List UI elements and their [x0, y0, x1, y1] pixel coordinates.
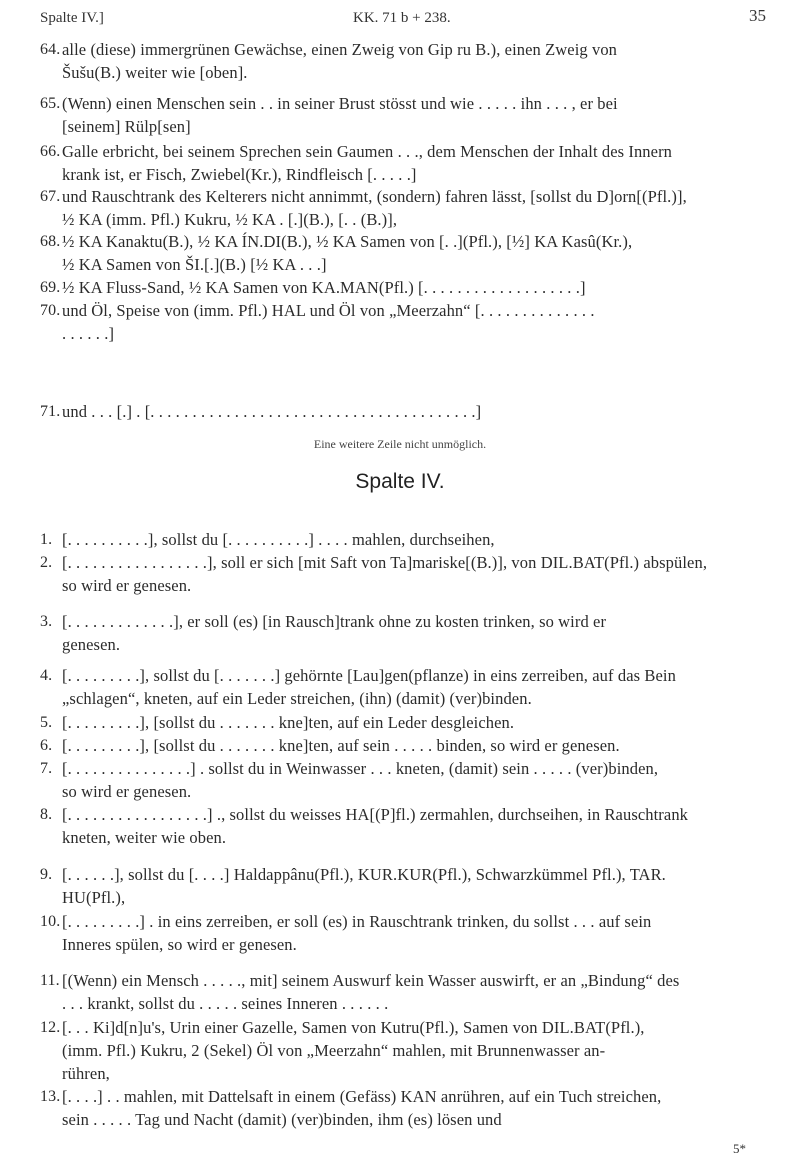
entry-line: ½ KA (imm. Pfl.) Kukru, ½ KA . [.](B.), [. . (B.)], [62, 210, 398, 229]
entry-line: (Wenn) einen Menschen sein . . in seiner Brust stösst und wie . . . . . ihn . . . , er bei [62, 94, 618, 113]
entry-number: 3. [40, 613, 53, 630]
entry-line: [. . . . . . . . .], [sollst du . . . . . . . kne]ten, auf sein . . . . . binden, so wird er genesen. [62, 736, 620, 755]
entry-line: . . . . . .] [62, 324, 115, 343]
entry-line: [. . . . . . . . . . . . . . . . .], soll er sich [mit Saft von Ta]mariske[(B.)], von DIL.BAT(Pfl.) abspülen, [62, 553, 708, 572]
entry-line: [seinem] Rülp[sen] [62, 117, 191, 136]
header-column-label: Spalte IV.] [40, 10, 104, 26]
entry-70 [40, 299, 766, 345]
entry-13 [40, 1085, 766, 1131]
entry-line: „schlagen“, kneten, auf ein Leder streichen, (ihn) (damit) (ver)binden. [62, 689, 532, 708]
entry-number: 6. [40, 737, 53, 754]
section-title: Spalte IV. [355, 470, 445, 493]
entry-number: 13. [40, 1088, 61, 1105]
entry-number: 1. [40, 531, 53, 548]
entry-line: [. . . . . . . . . . . . . . . . .] ., sollst du weisses HA[(P]fl.) zermahlen, durchseihen, in Rauschtrank [62, 805, 689, 824]
entry-line: [. . . . . . . . .], sollst du [. . . . . . .] gehörnte [Lau]gen(pflanze) in eins zerreiben, auf das Bein [62, 666, 676, 685]
entry-line: genesen. [62, 635, 121, 654]
entry-number: 11. [40, 972, 60, 989]
entry-number: 9. [40, 866, 53, 883]
entry-number: 70. [40, 302, 61, 319]
entry-10 [40, 910, 766, 956]
entry-69 [40, 276, 766, 299]
entry-line: (imm. Pfl.) Kukru, 2 (Sekel) Öl von „Meerzahn“ mahlen, mit Brunnenwasser an- [62, 1041, 606, 1060]
page-number: 35 [749, 6, 766, 25]
entry-line: und . . . [.] . [. . . . . . . . . . . . . . . . . . . . . . . . . . . . . . . . . . . . . . .] [62, 402, 482, 421]
entry-71 [40, 400, 766, 423]
entry-64 [40, 38, 766, 84]
entry-3 [40, 610, 766, 656]
entry-number: 12. [40, 1019, 61, 1036]
entry-line: [. . . Ki]d[n]u's, Urin einer Gazelle, Samen von Kutru(Pfl.), Samen von DIL.BAT(Pfl.), [62, 1018, 645, 1037]
entry-line: kneten, weiter wie oben. [62, 828, 227, 847]
entry-line: ½ KA Samen von ŠI.[.](B.) [½ KA . . .] [62, 255, 327, 274]
entry-line: [. . . . . . . . . . . . . . .] . sollst du in Weinwasser . . . kneten, (damit) sein . . . . . (ver)binden, [62, 759, 659, 778]
entry-line: Inneres spülen, so wird er genesen. [62, 935, 297, 954]
running-header [40, 6, 766, 30]
entry-number: 65. [40, 95, 61, 112]
entry-number: 69. [40, 279, 61, 296]
entry-line: [. . . . . . . . . .], sollst du [. . . . . . . . . .] . . . . mahlen, durchseihen, [62, 530, 495, 549]
entry-5 [40, 711, 766, 734]
entry-number: 4. [40, 667, 53, 684]
entry-line: [. . . . . .], sollst du [. . . .] Haldappânu(Pfl.), KUR.KUR(Pfl.), Schwarzkümmel Pfl.), TAR. [62, 865, 666, 884]
entry-6 [40, 734, 766, 757]
entry-12 [40, 1016, 766, 1085]
entry-number: 66. [40, 143, 61, 160]
entry-line: alle (diese) immergrünen Gewächse, einen Zweig von Gip ru B.), einen Zweig von [62, 40, 618, 59]
header-tablet-reference: KK. 71 b + 238. [353, 10, 451, 26]
entry-line: . . . krankt, sollst du . . . . . seines Inneren . . . . . . [62, 994, 389, 1013]
entry-2 [40, 551, 766, 597]
entry-line: sein . . . . . Tag und Nacht (damit) (ver)binden, ihm (es) lösen und [62, 1110, 502, 1129]
entry-number: 68. [40, 233, 61, 250]
entry-8 [40, 803, 766, 849]
entry-65 [40, 92, 766, 138]
entry-66 [40, 140, 766, 186]
entry-9 [40, 863, 766, 909]
entry-number: 64. [40, 41, 61, 58]
entry-68 [40, 230, 766, 276]
entry-7 [40, 757, 766, 803]
entry-number: 8. [40, 806, 53, 823]
editorial-note: Eine weitere Zeile nicht unmöglich. [313, 437, 487, 451]
entry-line: krank ist, er Fisch, Zwiebel(Kr.), Rindfleisch [. . . . .] [62, 165, 417, 184]
entry-line: rühren, [62, 1064, 110, 1083]
entry-number: 67. [40, 188, 61, 205]
entry-line: ½ KA Kanaktu(B.), ½ KA ÍN.DI(B.), ½ KA Samen von [. .](Pfl.), [½] KA Kasû(Kr.), [62, 232, 633, 251]
entry-line: [. . . .] . . mahlen, mit Dattelsaft in einem (Gefäss) KAN anrühren, auf ein Tuch streichen, [62, 1087, 662, 1106]
entry-line: so wird er genesen. [62, 576, 192, 595]
entry-line: [(Wenn) ein Mensch . . . . ., mit] seinem Auswurf kein Wasser auswirft, er an „Bindung“ des [62, 971, 680, 990]
entry-number: 5. [40, 714, 53, 731]
entry-line: [. . . . . . . . . . . . .], er soll (es) [in Rausch]trank ohne zu kosten trinken, so wird er [62, 612, 607, 631]
entry-line: und Rauschtrank des Kelterers nicht annimmt, (sondern) fahren lässt, [sollst du D]orn[(Pfl.)], [62, 187, 687, 206]
entry-line: HU(Pfl.), [62, 888, 126, 907]
entry-line: Šušu(B.) weiter wie [oben]. [62, 63, 248, 82]
entry-number: 2. [40, 554, 53, 571]
entry-number: 71. [40, 403, 61, 420]
entry-number: 7. [40, 760, 53, 777]
entry-line: Galle erbricht, bei seinem Sprechen sein Gaumen . . ., dem Menschen der Inhalt des Innern [62, 142, 673, 161]
entry-4 [40, 664, 766, 710]
signature-mark: 5* [733, 1141, 746, 1156]
entry-11 [40, 969, 766, 1015]
entry-number: 10. [40, 913, 61, 930]
entry-1 [40, 528, 766, 551]
entry-line: und Öl, Speise von (imm. Pfl.) HAL und Öl von „Meerzahn“ [. . . . . . . . . . . . . . [62, 301, 595, 320]
entry-line: [. . . . . . . . .] . in eins zerreiben, er soll (es) in Rauschtrank trinken, du sollst . . . auf sein [62, 912, 652, 931]
entry-67 [40, 185, 766, 231]
entry-line: [. . . . . . . . .], [sollst du . . . . . . . kne]ten, auf ein Leder desgleichen. [62, 713, 515, 732]
entry-line: ½ KA Fluss-Sand, ½ KA Samen von KA.MAN(Pfl.) [. . . . . . . . . . . . . . . . . . .] [62, 278, 586, 297]
entry-line: so wird er genesen. [62, 782, 192, 801]
